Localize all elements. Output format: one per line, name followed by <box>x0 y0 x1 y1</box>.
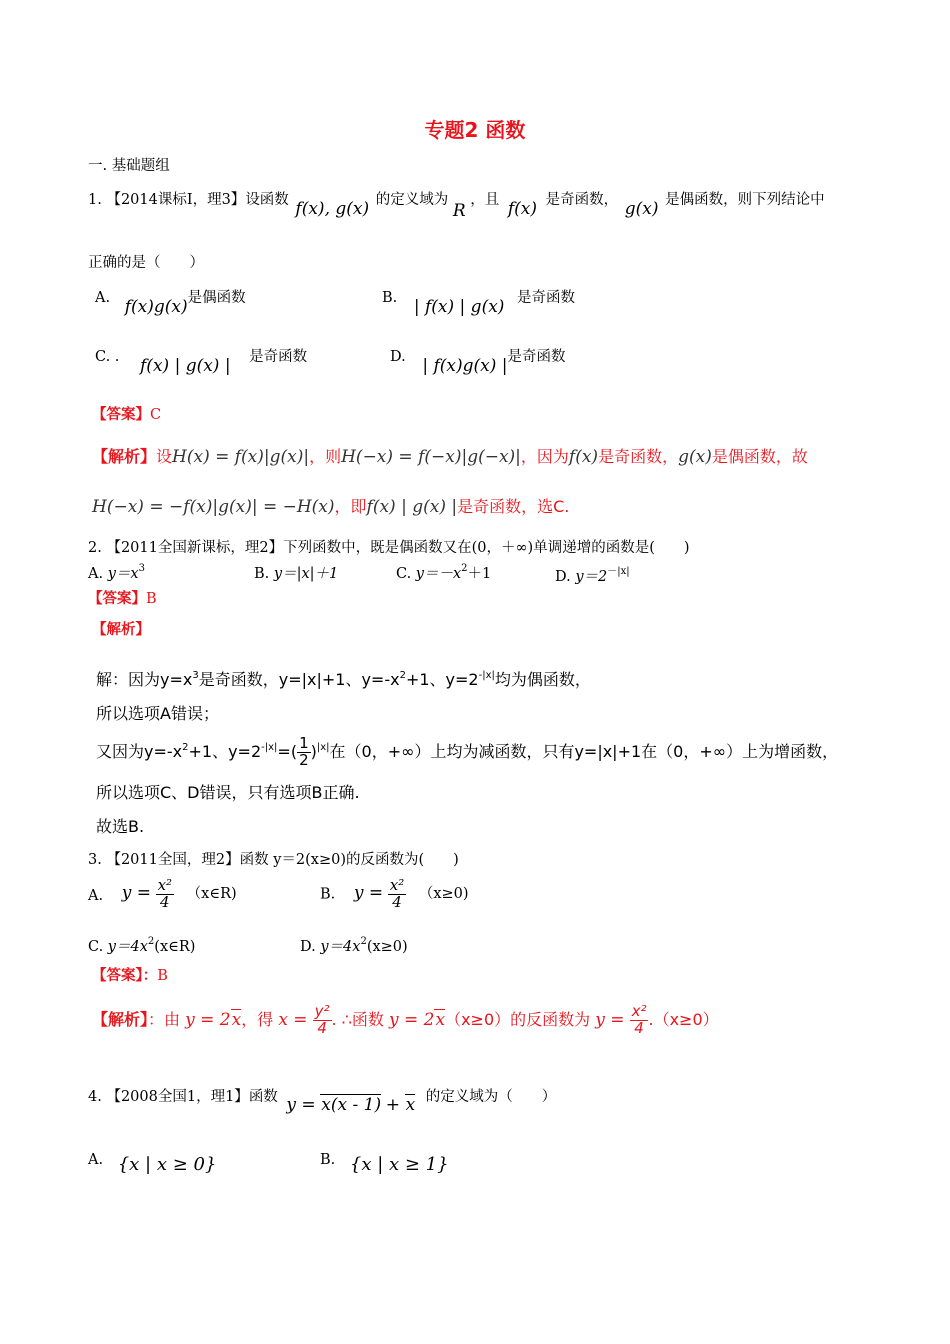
q1-math-fg: f(x), g(x) <box>295 199 370 219</box>
q3-option-c[interactable]: C. $y=4x^2(x\in R)$ <box>88 936 196 955</box>
q2-solution-line3: 又因为$y=-x^2+1$、$y=2^{-|x|}=$( $\frac{1}{2}$ )$^{|x|}$在（0，+∞）上均为减函数，只有y=|x|+1在（0，+∞）上为增函数， <box>96 734 839 769</box>
q3-option-d[interactable]: D. $y=4x^2(x\ge 0)$ <box>300 936 408 955</box>
section-heading: 一. 基础题组 <box>88 158 170 174</box>
q1-stem-b: 的定义域为 <box>375 192 449 208</box>
q2-solution-line5: 故选B. <box>96 817 145 836</box>
q1-option-d[interactable]: D. | f(x)g(x) |是奇函数 <box>390 349 566 376</box>
q1-math-f: f(x) <box>507 199 538 219</box>
q2-stem: 2. 【2011全国新课标，理2】下列函数中，既是偶函数又在(0，＋∞)单调递增的函数是( ) <box>88 540 690 556</box>
q1-stem-a: 设函数 <box>245 192 289 208</box>
q1-option-c[interactable]: C. . f(x) | g(x) | 是奇函数 <box>95 349 308 376</box>
q3-option-a[interactable]: A. y = $\frac{\text{x²}}{4}$ （x∈R) <box>88 876 237 911</box>
page-title: 专题2 函数 <box>424 118 526 142</box>
q2-solution-line1: 解：因为$y=x^3$是奇函数，y=|x|+1、$y=-x^2+1$、$y=2^{-|x|}$均为偶函数， <box>96 670 591 689</box>
q2-option-b[interactable]: B. y＝|x|＋1 <box>254 566 339 582</box>
q1-stem-line2: 正确的是（ ） <box>88 255 204 271</box>
q1-number: 1. <box>88 192 102 208</box>
q4-option-a[interactable]: A. {x | x ≥ 0} <box>88 1152 217 1175</box>
q1-math-R: R <box>452 201 466 221</box>
q2-solution-line2: 所以选项A错误； <box>96 704 219 723</box>
q1-stem-e: 是偶函数，则下列结论中 <box>665 192 825 208</box>
q1-source: 【2014课标Ⅰ，理3】 <box>106 192 246 208</box>
q4-option-b[interactable]: B. {x | x ≥ 1} <box>320 1152 449 1175</box>
q3-option-b[interactable]: B. y = $\frac{\text{x²}}{4}$ （x≥0) <box>320 876 469 911</box>
q3-analysis: 【解析】：由 y = 2x，得 x = $\frac{\text{y²}}{4}$ . ∴函数 y = 2x（x≥0）的反函数为 y = $\frac{\text{x²}}{4}$ .（x≥0） <box>92 1002 719 1037</box>
q1-stem-c: ，且 <box>470 192 500 208</box>
q1-option-a[interactable]: A. f(x)g(x)是偶函数 <box>95 290 246 317</box>
q1-math-g: g(x) <box>624 199 659 219</box>
q1-stem <box>88 188 825 221</box>
q3-stem: 3. 【2011全国，理2】函数 y＝2(x≥0)的反函数为( ) <box>88 852 459 868</box>
q1-analysis-line2: H(−x) = −f(x)|g(x)| = −H(x)，即f(x) | g(x) |是奇函数，选C. <box>92 497 570 517</box>
q1-answer: 【答案】C <box>92 406 162 423</box>
q3-answer: 【答案】：B <box>92 967 168 984</box>
q1-stem-d: 是奇函数， <box>545 192 619 208</box>
q2-option-a[interactable]: A. $y=x^3$ <box>88 563 145 582</box>
q1-analysis-line1: 【解析】设H(x) = f(x)|g(x)|，则H(−x) = f(−x)|g(−x)|，因为f(x)是奇函数，g(x)是偶函数，故 <box>92 447 808 467</box>
q2-option-c[interactable]: C. $y=-x^2+1$ <box>396 563 492 582</box>
q2-solution-line4: 所以选项C、D错误，只有选项B正确. <box>96 783 360 802</box>
q1-option-b[interactable]: B. | f(x) | g(x) 是奇函数 <box>382 290 576 317</box>
q2-option-d[interactable]: D. $y=2^{-|x|}$ <box>555 566 630 585</box>
q2-analysis-label: 【解析】 <box>92 621 150 638</box>
q2-answer: 【答案】B <box>88 590 157 607</box>
q4-stem: 4. 【2008全国1，理1】函数 y = x(x - 1) + x 的定义域为（ ） <box>88 1089 557 1115</box>
